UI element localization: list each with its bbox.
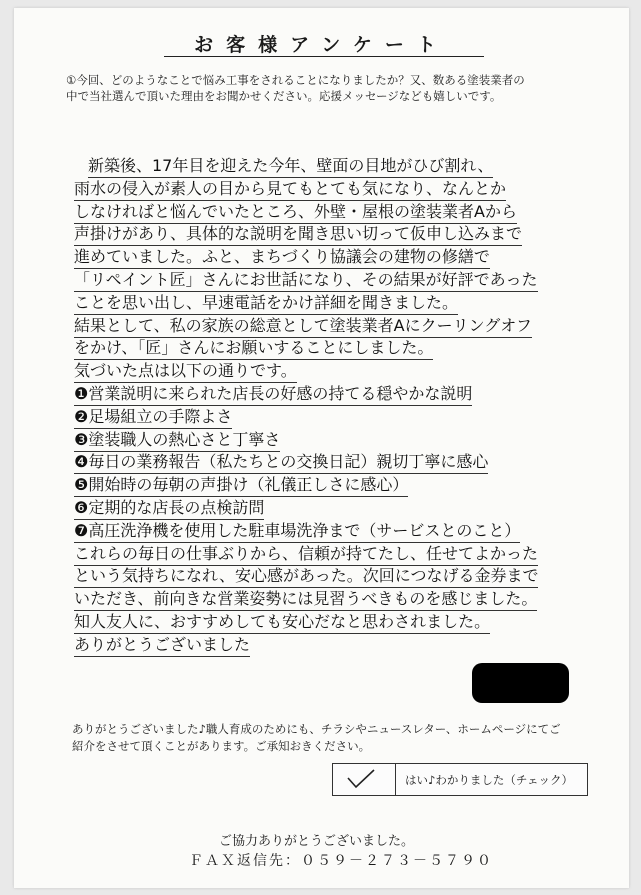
answer-line: ❸塗装職人の熱心さと丁寧さ [74,430,280,452]
consent-checkbox[interactable] [333,764,396,795]
answer-line: 知人友人に、おすすめしても安心だなと思わされました。 [74,612,490,634]
title-underline [164,56,484,57]
answer-line: ❼高圧洗浄機を使用した駐車場洗浄まで（サービスとのこと） [74,521,520,543]
answer-line: 進めていました。ふと、まちづくり協議会の建物の修繕で [74,247,490,269]
consent-checkbox-row [332,763,588,796]
answer-line: 「リペイント匠」さんにお世話になり、その結果が好評であった [74,270,538,292]
answer-line: 声掛けがあり、具体的な説明を聞き思い切って仮申し込みまで [74,224,522,246]
answer-line: 雨水の侵入が素人の目から見てもとても気になり、なんとか [74,179,506,201]
consent-label: はい♪わかりました（チェック） [405,773,573,787]
answer-line: ❹毎日の業務報告（私たちとの交換日記）親切丁寧に感心 [74,452,488,474]
answer-line: という気持ちになれ、安心感があった。次回につなげる金券まで [74,566,538,588]
answer-line: ❶営業説明に来られた店長の好感の持てる穏やかな説明 [74,384,472,406]
answer-line: これらの毎日の仕事ぶりから、信頼が持てたし、任せてよかった [74,544,538,566]
page-title: お客様アンケート [194,34,449,56]
answer-line: をかけ、「匠」さんにお願いすることにしました。 [74,338,433,360]
question-line: ①今回、どのようなことで悩み工事をされることになりましたか？又、数ある塗装業者の [66,73,525,87]
answer-line: しなければと悩んでいたところ、外壁・屋根の塗装業者Aから [74,202,517,224]
answer-line: 気づいた点は以下の通りです。 [74,361,297,383]
answer-line: 新築後、17年目を迎えた今年、壁面の目地がひび割れ、 [88,156,493,178]
redaction-mark [472,663,569,703]
survey-sheet [14,8,629,888]
answer-line: ❷足場組立の手際よさ [74,407,232,429]
thanks-text: ご協力ありがとうございました。 [219,834,415,849]
answer-line: ありがとうございました [74,635,250,657]
publication-note [72,721,612,755]
checkmark-icon [345,768,377,790]
answer-line: ❺開始時の毎朝の声掛け（礼儀正しさに感心） [74,475,408,497]
note-line: ありがとうございました♪職人育成のためにも、チラシやニュースレター、ホームページにてご [72,722,561,736]
answer-line: ことを思い出し、早速電話をかけ詳細を聞きました。 [74,293,458,315]
answer-line: いただき、前向きな営業姿勢には見習うべきものを感じました。 [74,589,537,611]
answer-line: 結果として、私の家族の総意として塗装業者Aにクーリングオフ [74,316,532,338]
fax-number: ＦＡＸ返信先：０５９－２７３－５７９０ [189,853,493,869]
survey-question [66,72,606,104]
question-line: 中で当社選んで頂いた理由をお聞かせください。応援メッセージなども嬉しいです。 [66,89,502,103]
note-line: 紹介をさせて頂くことがあります。ご承知おきください。 [72,739,371,753]
answer-line: ❻定期的な店長の点検訪問 [74,498,264,520]
